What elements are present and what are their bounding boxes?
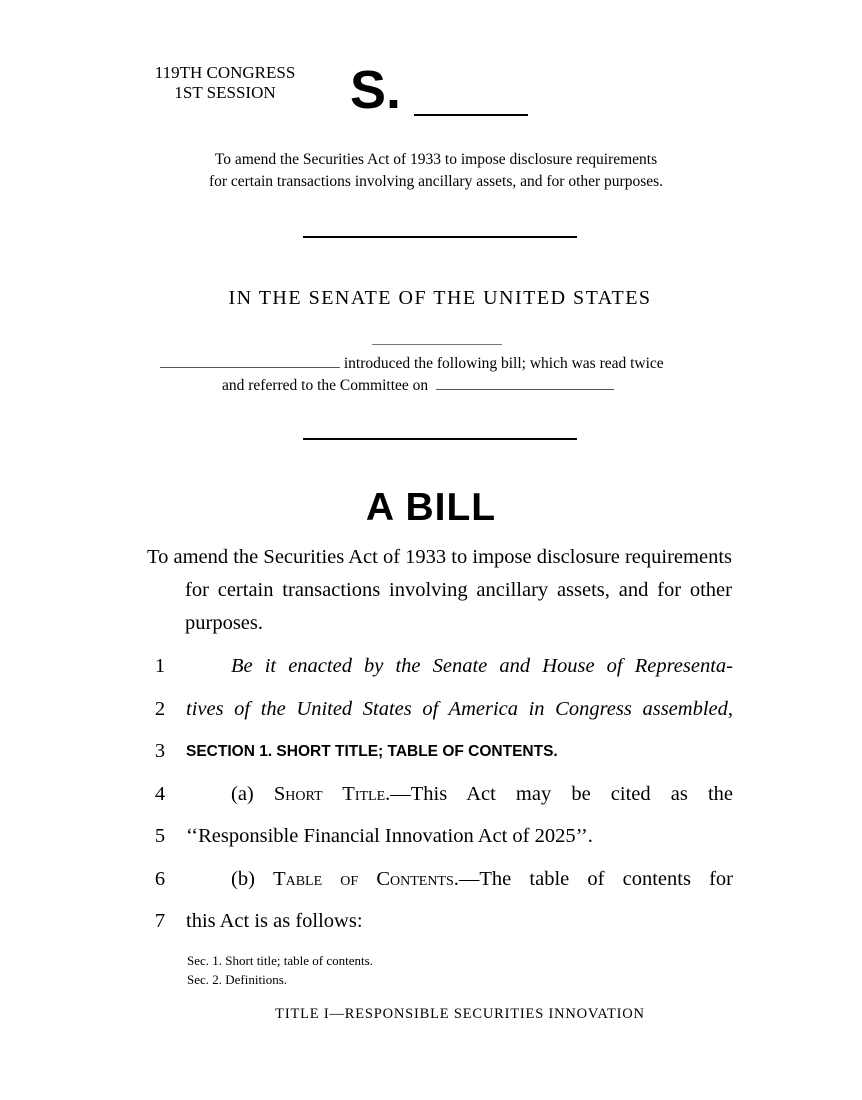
divider-rule-2 <box>303 438 577 440</box>
enacting-clause-line-2: tives of the United States of America in Congress assembled, <box>186 698 733 720</box>
subsection-text: .—This Act may be cited as the <box>385 783 733 805</box>
line-number: 3 <box>154 740 166 762</box>
bill-number-blank <box>414 114 528 116</box>
bill-title: A BILL <box>365 486 497 529</box>
divider-thin <box>372 344 502 345</box>
chamber-heading: IN THE SENATE OF THE UNITED STATES <box>228 287 652 309</box>
caption <box>150 149 722 193</box>
line-number: 4 <box>154 783 166 805</box>
introduction-line-2 <box>222 375 614 397</box>
toc-title-heading: TITLE I—RESPONSIBLE SECURITIES INNOVATION <box>275 1006 645 1022</box>
toc-intro-line <box>186 868 733 891</box>
line-number: 5 <box>154 825 166 847</box>
caption-line-1: To amend the Securities Act of 1933 to impose disclosure requirements <box>214 151 658 168</box>
toc-entry: Sec. 1. Short title; table of contents. <box>187 953 373 968</box>
line-number: 6 <box>154 868 166 890</box>
congress-number: 119TH CONGRESS <box>154 63 296 82</box>
toc-follows-line: this Act is as follows: <box>186 910 363 932</box>
subsection-heading: Table of Contents <box>273 868 454 890</box>
divider-rule <box>303 236 577 238</box>
subsection-text: .—The table of contents for <box>453 868 734 890</box>
subsection-heading: Short Title <box>273 783 386 805</box>
table-of-contents <box>187 951 373 989</box>
congress-label <box>120 63 330 103</box>
introduction-text-1: introduced the following bill; which was read twice <box>343 355 664 372</box>
line-number: 2 <box>154 698 166 720</box>
introduction-text-2: and referred to the Committee on <box>222 377 429 394</box>
caption-line-2: for certain transactions involving ancillary assets, and for other purposes. <box>208 173 664 190</box>
sponsor-blank <box>160 353 340 368</box>
short-title-line <box>186 783 733 806</box>
enacting-clause-line-1: Be it enacted by the Senate and House of Representa- <box>231 655 733 677</box>
line-number: 1 <box>154 655 166 677</box>
bill-prefix: S. <box>350 60 402 120</box>
session-label: 1ST SESSION <box>174 83 276 102</box>
subsection-label: (a) <box>231 783 274 805</box>
subsection-label: (b) <box>231 868 274 890</box>
introduction-line-1 <box>160 353 664 375</box>
bill-purpose: To amend the Securities Act of 1933 to impose disclosure requirements for certain transactions involving ancillary assets, and for other purposes. <box>147 546 732 634</box>
line-number: 7 <box>154 910 166 932</box>
committee-blank <box>436 375 614 390</box>
section-heading: SECTION 1. SHORT TITLE; TABLE OF CONTENTS. <box>186 743 558 760</box>
toc-entry: Sec. 2. Definitions. <box>187 972 288 987</box>
act-name-line: ‘‘Responsible Financial Innovation Act of 2025’’. <box>186 825 593 847</box>
